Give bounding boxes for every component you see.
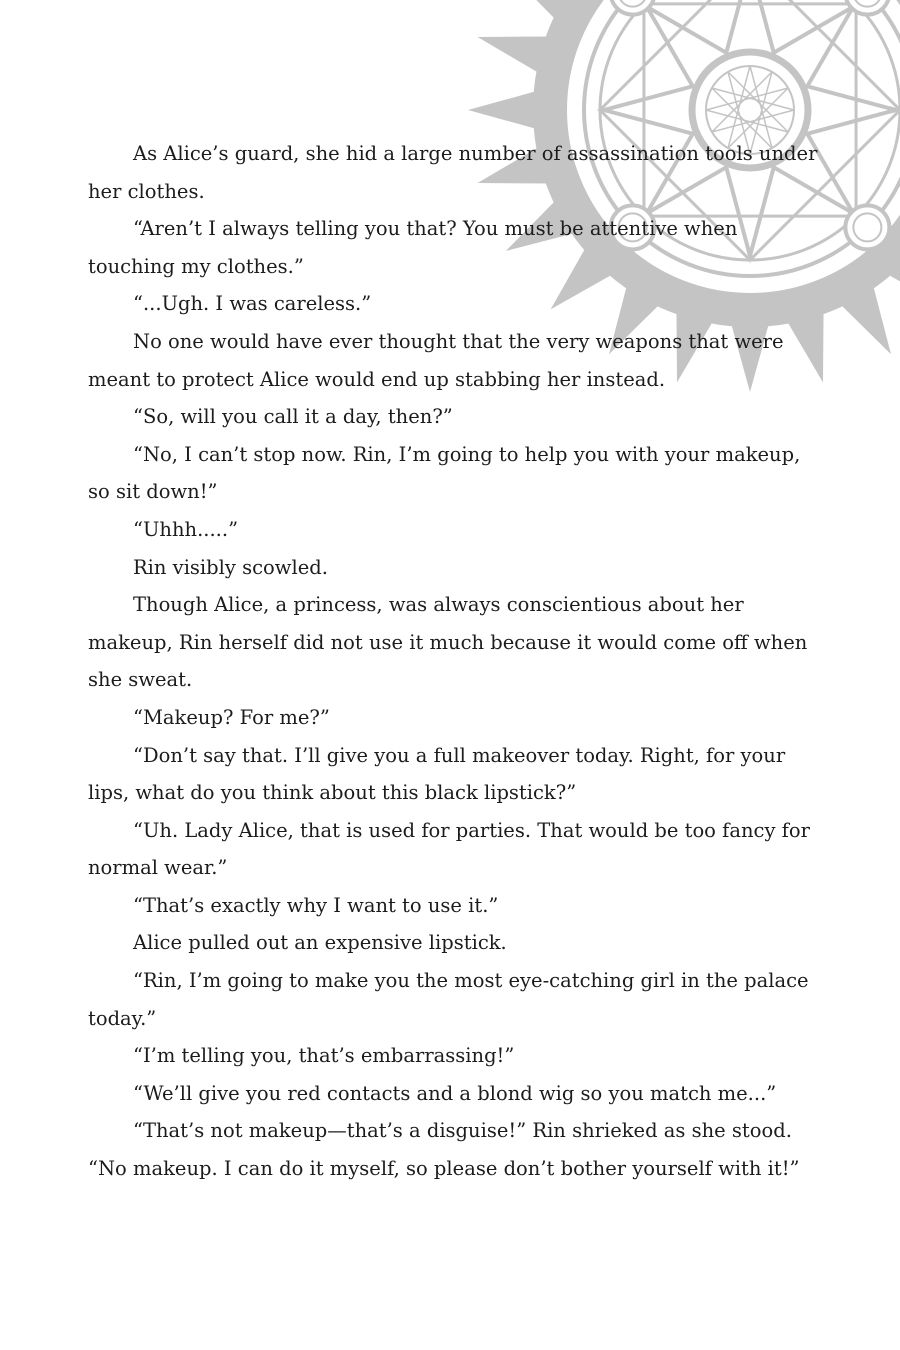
paragraph: “...Ugh. I was careless.”	[133, 292, 372, 316]
paragraph: “We’ll give you red contacts and a blond wig so you match me...”	[133, 1081, 777, 1105]
paragraph: “Don’t say that. I’ll give you a full makeover today. Right, for your lips, what do you think about this black lipstick?”	[88, 743, 786, 805]
paragraph: “No, I can’t stop now. Rin, I’m going to help you with your makeup, so sit down!”	[88, 442, 801, 504]
paragraph: As Alice’s guard, she hid a large number of assassination tools under her clothes.	[88, 142, 818, 203]
paragraph: Rin visibly scowled.	[133, 555, 328, 579]
paragraph: “Uhhh.....”	[133, 517, 239, 541]
paragraph: “I’m telling you, that’s embarrassing!”	[133, 1044, 515, 1068]
story-text	[88, 135, 818, 1188]
paragraph: Though Alice, a princess, was always conscientious about her makeup, Rin herself did not use it much because it would come off when she sweat.	[88, 593, 808, 692]
paragraph: No one would have ever thought that the very weapons that were meant to protect Alice would end up stabbing her instead.	[88, 329, 784, 391]
paragraph: “So, will you call it a day, then?”	[133, 405, 453, 429]
paragraph: “That’s exactly why I want to use it.”	[133, 893, 499, 917]
paragraph: Alice pulled out an expensive lipstick.	[133, 931, 507, 955]
paragraph: “Aren’t I always telling you that? You must be attentive when touching my clothes.”	[88, 217, 738, 278]
paragraph: “Uh. Lady Alice, that is used for parties. That would be too fancy for normal wear.”	[88, 818, 810, 880]
paragraph: “Makeup? For me?”	[133, 705, 330, 729]
paragraph: “That’s not makeup—that’s a disguise!” Rin shrieked as she stood. “No makeup. I can do it myself, so please don’t bother yourself with it!”	[88, 1119, 800, 1181]
paragraph: “Rin, I’m going to make you the most eye-catching girl in the palace today.”	[88, 969, 809, 1030]
